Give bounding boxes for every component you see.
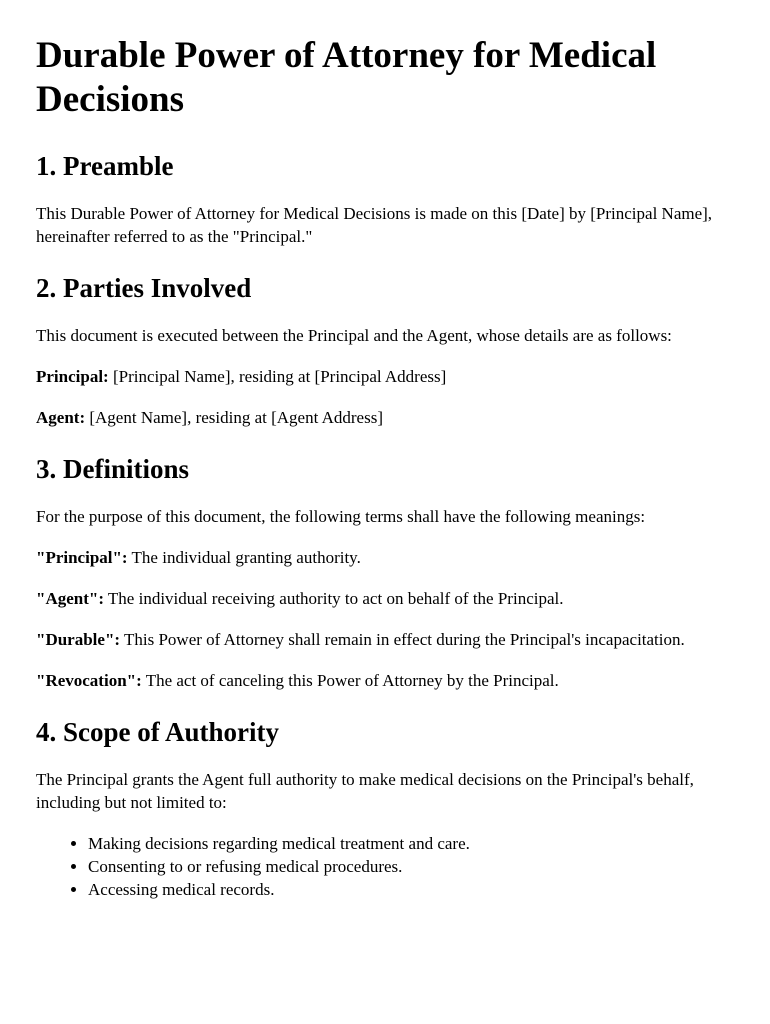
- section-heading-scope: 4. Scope of Authority: [36, 717, 279, 747]
- definition-principal: [36, 546, 734, 569]
- section-heading-parties: 2. Parties Involved: [36, 273, 252, 303]
- definition-text: The act of canceling this Power of Attorney by the Principal.: [141, 671, 559, 690]
- document-title: Durable Power of Attorney for Medical Decisions: [36, 35, 657, 120]
- definition-agent: [36, 587, 734, 610]
- definition-term: "Principal":: [36, 548, 128, 567]
- scope-list: [36, 832, 734, 901]
- party-principal-label: Principal:: [36, 367, 109, 386]
- list-item: • Making decisions regarding medical treatment and care.: [88, 832, 734, 855]
- party-agent: [36, 406, 734, 429]
- definition-text: This Power of Attorney shall remain in effect during the Principal's incapacitation.: [120, 630, 685, 649]
- section-parties: [36, 272, 734, 429]
- section-preamble: [36, 150, 734, 248]
- section-heading-preamble: 1. Preamble: [36, 151, 174, 181]
- party-agent-text: [Agent Name], residing at [Agent Address]: [85, 408, 383, 427]
- party-principal: [36, 365, 734, 388]
- party-agent-label: Agent:: [36, 408, 86, 427]
- party-principal-text: [Principal Name], residing at [Principal Address]: [108, 367, 447, 386]
- section-definitions: [36, 453, 734, 692]
- definition-text: The individual granting authority.: [127, 548, 361, 567]
- list-item: • Accessing medical records.: [88, 878, 734, 901]
- definition-term: "Agent":: [36, 589, 104, 608]
- scope-intro: The Principal grants the Agent full authority to make medical decisions on the Principal's behalf, including but not limited to:: [36, 770, 694, 812]
- definition-term: "Durable":: [36, 630, 121, 649]
- section-scope: [36, 716, 734, 901]
- definitions-intro: For the purpose of this document, the following terms shall have the following meanings:: [36, 507, 646, 526]
- preamble-text: This Durable Power of Attorney for Medical Decisions is made on this [Date] by [Principal Name], hereinafter referred to as the "Principal.": [36, 204, 713, 246]
- parties-intro: This document is executed between the Principal and the Agent, whose details are as follows:: [36, 326, 672, 345]
- definition-durable: [36, 628, 734, 651]
- section-heading-definitions: 3. Definitions: [36, 454, 190, 484]
- definition-text: The individual receiving authority to act on behalf of the Principal.: [103, 589, 564, 608]
- definition-term: "Revocation":: [36, 671, 142, 690]
- list-item: • Consenting to or refusing medical procedures.: [88, 855, 734, 878]
- definition-revocation: [36, 669, 734, 692]
